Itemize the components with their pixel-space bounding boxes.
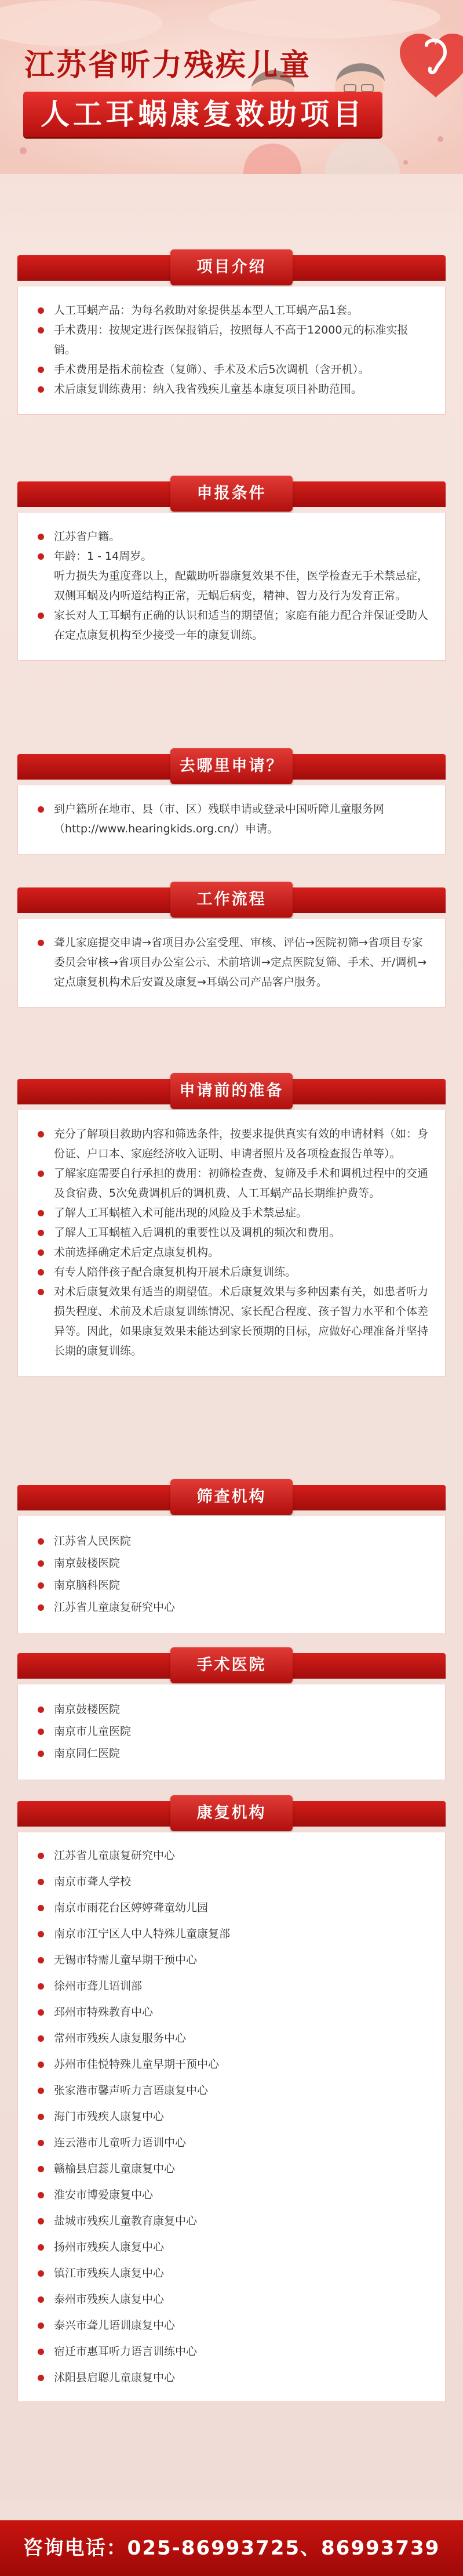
list-item: 到户籍所在地市、县（市、区）残联申请或登录中国听障儿童服务网（http://www.hearingkids.org.cn/）申请。 xyxy=(34,799,429,839)
section-title: 申请前的准备 xyxy=(179,1082,284,1100)
section-header xyxy=(17,1795,446,1832)
list-item: 家长对人工耳蜗有正确的认识和适当的期望值；家庭有能力配合并保证受助人在定点康复机构至少接受一年的康复训练。 xyxy=(34,606,429,645)
section-title: 申报条件 xyxy=(196,484,267,502)
list-item: 充分了解项目救助内容和筛选条件，按要求提供真实有效的申请材料（如：身份证、户口本、家庭经济收入证明、申请者照片及各项检查报告单等）。 xyxy=(34,1124,429,1164)
list-item: 南京脑科医院 xyxy=(34,1574,429,1596)
list-item: 江苏省户籍。 xyxy=(34,527,429,546)
list-item: 海门市残疾人康复中心 xyxy=(34,2104,429,2130)
bullet-icon xyxy=(38,2088,44,2094)
section-screening xyxy=(17,1479,446,1634)
section-intro xyxy=(17,249,446,415)
section-body xyxy=(17,1516,446,1634)
bullet-icon xyxy=(38,327,44,334)
bullet-icon xyxy=(38,2296,44,2303)
list-item: 常州市残疾人康复服务中心 xyxy=(34,2026,429,2052)
section-header xyxy=(17,1479,446,1516)
bullet-icon xyxy=(38,307,44,314)
bullet-icon xyxy=(38,1582,44,1589)
bullet-icon xyxy=(38,2244,44,2251)
list-item: 对术后康复效果有适当的期望值。术后康复效果与多种因素有关，如患者听力损失程度、术前及术后康复训练情况、家长配合程度、孩子智力水平和个体差异等。因此，如果康复效果未能达到家长预期的目标，应做好心理准备并坚持长期的康复训练。 xyxy=(34,1282,429,1361)
hero-illustration xyxy=(0,0,463,174)
list-item: 沭阳县启聪儿童康复中心 xyxy=(34,2365,429,2391)
section-where xyxy=(17,748,446,854)
bullet-icon xyxy=(38,2375,44,2381)
list-item: 术前选择确定术后定点康复机构。 xyxy=(34,1242,429,1262)
footer-hotline-bar xyxy=(0,2520,463,2576)
bullet-icon xyxy=(38,1249,44,1256)
list-item: 苏州市佳悦特殊儿童早期干预中心 xyxy=(34,2052,429,2078)
list-item: 南京市儿童医院 xyxy=(34,1720,429,1742)
bullet-icon xyxy=(38,940,44,946)
list-item: 有专人陪伴孩子配合康复机构开展术后康复训练。 xyxy=(34,1262,429,1282)
section-surgery xyxy=(17,1647,446,1780)
list-item: 张家港市馨声听力言语康复中心 xyxy=(34,2078,429,2104)
section-body xyxy=(17,287,446,415)
bullet-icon xyxy=(38,1853,44,1859)
list-item: 江苏省儿童康复研究中心 xyxy=(34,1596,429,1618)
title-line-1: 江苏省听力残疾儿童 xyxy=(24,48,312,83)
bullet-icon xyxy=(38,1729,44,1735)
section-header xyxy=(17,476,446,513)
list-item: 连云港市儿童听力语训中心 xyxy=(34,2130,429,2156)
list-item: 人工耳蜗产品：为每名救助对象提供基本型人工耳蜗产品1套。 xyxy=(34,300,429,320)
list-item: 宿迁市惠耳听力语言训练中心 xyxy=(34,2339,429,2365)
bullet-icon xyxy=(38,1879,44,1885)
list-item: 扬州市残疾人康复中心 xyxy=(34,2234,429,2260)
list-item: 聋儿家庭提交申请→省项目办公室受理、审核、评估→医院初筛→省项目专家委员会审核→省项目办公室公示、术前培训→定点医院复筛、手术、开/调机→定点康复机构术后安置及康复→耳蜗公司产品客户服务。 xyxy=(34,933,429,992)
bullet-icon xyxy=(38,2218,44,2224)
section-body xyxy=(17,919,446,1008)
list-item: 江苏省儿童康复研究中心 xyxy=(34,1843,429,1869)
bullet-icon xyxy=(38,2166,44,2172)
bullet-icon xyxy=(38,1171,44,1177)
list-item: 了解人工耳蜗植入术可能出现的风险及手术禁忌症。 xyxy=(34,1203,429,1223)
bullet-icon xyxy=(38,386,44,393)
list-item: 南京市聋人学校 xyxy=(34,1869,429,1895)
section-title: 项目介绍 xyxy=(196,258,267,276)
section-body xyxy=(17,1110,446,1376)
list-item: 江苏省人民医院 xyxy=(34,1530,429,1552)
bullet-icon xyxy=(38,2140,44,2146)
section-header xyxy=(17,748,446,785)
section-header xyxy=(17,1073,446,1110)
bullet-icon xyxy=(38,1983,44,1990)
section-title: 康复机构 xyxy=(196,1804,267,1822)
section-prepare xyxy=(17,1073,446,1376)
bullet-icon xyxy=(38,1560,44,1567)
bullet-icon xyxy=(38,2349,44,2355)
list-item: 南京市雨花台区婷婷聋童幼儿园 xyxy=(34,1895,429,1921)
section-rehab xyxy=(17,1795,446,2402)
bullet-icon xyxy=(38,2323,44,2329)
section-process xyxy=(17,882,446,1008)
bullet-icon xyxy=(38,1931,44,1937)
condition-paragraph: 听力损失为重度聋以上，配戴助听器康复效果不佳，医学检查无手术禁忌症，双侧耳蜗及内听道结构正常，无蜗后病变，精神、智力及行为发育正常。 xyxy=(54,570,429,602)
section-title: 去哪里申请？ xyxy=(179,757,284,775)
title-line-2-box xyxy=(23,92,382,137)
bullet-icon xyxy=(38,2192,44,2198)
list-item: 手术费用是指术前检查（复筛）、手术及术后5次调机（含开机）。 xyxy=(34,360,429,379)
bullet-icon xyxy=(38,1751,44,1757)
bullet-icon xyxy=(38,1289,44,1295)
bullet-icon xyxy=(38,367,44,373)
list-item: 了解家庭需要自行承担的费用：初筛检查费、复筛及手术和调机过程中的交通及食宿费、5次免费调机后的调机费、人工耳蜗产品长期维护费等。 xyxy=(34,1164,429,1203)
list-item: 南京同仁医院 xyxy=(34,1742,429,1765)
section-header xyxy=(17,249,446,287)
list-item: 了解人工耳蜗植入后调机的重要性以及调机的频次和费用。 xyxy=(34,1223,429,1242)
bullet-icon xyxy=(38,1707,44,1713)
bullet-icon xyxy=(38,2270,44,2277)
title-line-2: 人工耳蜗康复救助项目 xyxy=(41,97,365,131)
list-item: 泰兴市聋儿语训康复中心 xyxy=(34,2313,429,2339)
bullet-icon xyxy=(38,534,44,540)
bullet-icon xyxy=(38,1230,44,1236)
bullet-icon xyxy=(38,1269,44,1276)
list-item: 无锡市特需儿童早期干预中心 xyxy=(34,1947,429,1973)
hotline-text: 咨询电话：025-86993725、86993739 xyxy=(23,2537,440,2560)
list-item: 南京市江宁区人中人特殊儿童康复部 xyxy=(34,1921,429,1947)
bullet-icon xyxy=(38,2061,44,2068)
list-item: 徐州市聋儿语训部 xyxy=(34,1973,429,1999)
list-item: 术后康复训练费用：纳入我省残疾儿童基本康复项目补助范围。 xyxy=(34,379,429,399)
list-item: 淮安市博爱康复中心 xyxy=(34,2182,429,2208)
bullet-icon xyxy=(38,1957,44,1963)
bullet-icon xyxy=(38,553,44,560)
list-item: 盐城市残疾儿童教育康复中心 xyxy=(34,2208,429,2234)
list-item: 手术费用：按规定进行医保报销后，按照每人不高于12000元的标准实报销。 xyxy=(34,320,429,360)
bullet-icon xyxy=(38,2035,44,2042)
bullet-icon xyxy=(38,1131,44,1137)
section-title: 手术医院 xyxy=(196,1656,267,1674)
section-body xyxy=(17,1684,446,1780)
bullet-icon xyxy=(38,1604,44,1611)
section-header xyxy=(17,1647,446,1684)
section-title: 筛查机构 xyxy=(196,1488,267,1506)
bullet-icon xyxy=(38,2009,44,2016)
bullet-icon xyxy=(38,2114,44,2120)
hero-banner xyxy=(0,0,463,174)
bullet-icon xyxy=(38,1538,44,1545)
list-item: 赣榆县启蕊儿童康复中心 xyxy=(34,2156,429,2182)
list-item: 南京鼓楼医院 xyxy=(34,1552,429,1574)
section-header xyxy=(17,882,446,919)
bullet-icon xyxy=(38,806,44,813)
list-item: 年龄：1 - 14周岁。 xyxy=(34,546,429,566)
list-item: 泰州市残疾人康复中心 xyxy=(34,2287,429,2313)
section-body xyxy=(17,513,446,661)
bullet-icon xyxy=(38,1210,44,1216)
section-body xyxy=(17,785,446,854)
list-item: 南京鼓楼医院 xyxy=(34,1698,429,1720)
section-title: 工作流程 xyxy=(196,890,267,908)
bullet-icon xyxy=(38,1905,44,1911)
section-body xyxy=(17,1832,446,2402)
bullet-icon xyxy=(38,613,44,619)
list-item: 邳州市特殊教育中心 xyxy=(34,1999,429,2026)
list-item: 镇江市残疾人康复中心 xyxy=(34,2260,429,2287)
section-conditions xyxy=(17,476,446,661)
